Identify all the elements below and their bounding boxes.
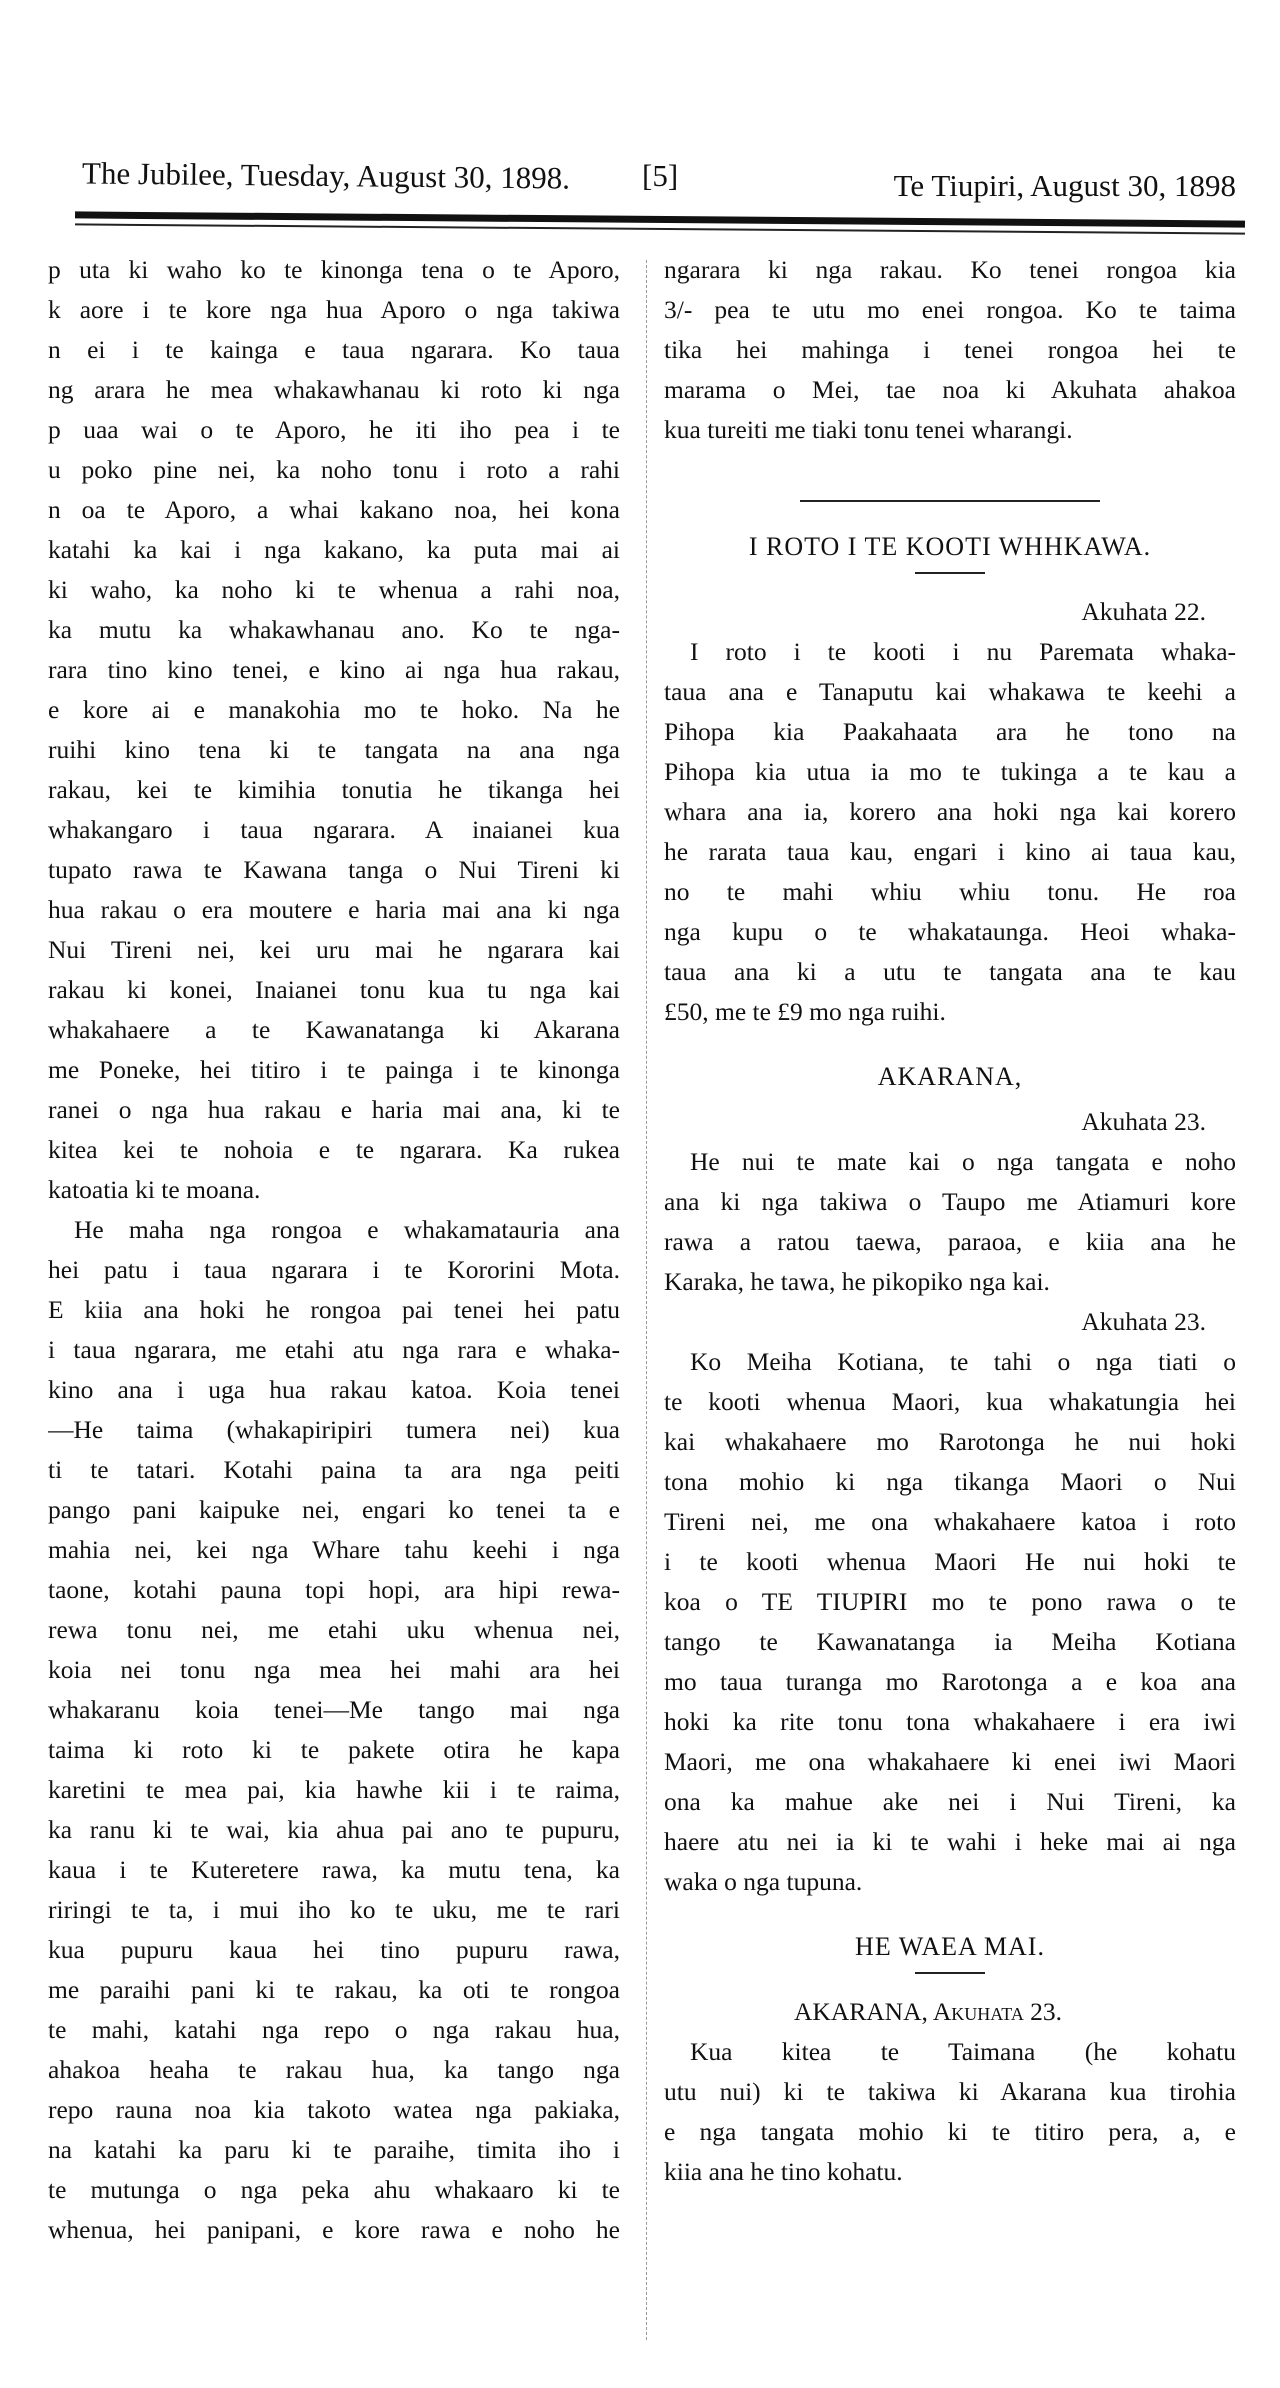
- text-line: hei patu i taua ngarara i te Kororini Mota.: [48, 1255, 620, 1284]
- text-line: kua tureiti me tiaki tonu tenei wharangi.: [664, 415, 1073, 444]
- text-line: ranei o nga hua rakau e haria mai ana, ki te: [48, 1095, 620, 1124]
- text-line: repo rauna noa kia takoto watea nga pakiaka,: [48, 2095, 620, 2124]
- text-line: tupato rawa te Kawana tanga o Nui Tireni ki: [48, 855, 620, 884]
- header-english-title: The Jubilee, Tuesday, August 30, 1898.: [81, 155, 571, 196]
- text-line: rakau, kei te kimihia tonutia he tikanga hei: [48, 775, 620, 804]
- text-line: na katahi ka paru ki te paraihe, timita iho i: [48, 2135, 620, 2164]
- text-line: p uaa wai o te Aporo, he iti iho pea i te: [48, 415, 620, 444]
- text-line: rewa tonu nei, me etahi uku whenua nei,: [48, 1615, 620, 1644]
- text-line: 3/- pea te utu mo enei rongoa. Ko te taima: [664, 295, 1236, 324]
- text-line: riringi te ta, i mui iho ko te uku, me te rari: [48, 1895, 620, 1924]
- text-line: rara tino kino tenei, e kino ai nga hua rakau,: [48, 655, 620, 684]
- text-line: katoatia ki te moana.: [48, 1175, 261, 1204]
- text-line: Kua kitea te Taimana (he kohatu: [690, 2037, 1236, 2066]
- section-heading: I ROTO I TE KOOTI WHHKAWA.: [748, 532, 1152, 561]
- text-line: ki waho, ka noho ki te whenua a rahi noa,: [48, 575, 620, 604]
- text-line: mahia nei, kei nga Whare tahu keehi i nga: [48, 1535, 620, 1564]
- text-line: waka o nga tupuna.: [664, 1867, 863, 1896]
- text-line: taone, kotahi pauna topi hopi, ara hipi rewa-: [48, 1575, 620, 1604]
- page-number: [5]: [642, 158, 679, 193]
- text-line: e nga tangata mohio ki te titiro pera, a, e: [664, 2117, 1236, 2146]
- text-line: Karaka, he tawa, he pikopiko nga kai.: [664, 1267, 1050, 1296]
- text-line: AKARANA, Akuhata 23.: [794, 1997, 1063, 2026]
- text-line: tika hei mahinga i tenei rongoa hei te: [664, 335, 1236, 364]
- text-line: tango te Kawanatanga ia Meiha Kotiana: [664, 1627, 1236, 1656]
- text-line: whakahaere a te Kawanatanga ki Akarana: [48, 1015, 620, 1044]
- text-line: pango pani kaipuke nei, engari ko tenei ta e: [48, 1495, 620, 1524]
- text-line: nga kupu o te whakataunga. Heoi whaka-: [664, 917, 1236, 946]
- article-paragraph: [664, 250, 1236, 450]
- text-line: ahakoa heaha te rakau hua, ka tango nga: [48, 2055, 620, 2084]
- article-paragraph: [664, 1342, 1236, 1902]
- dateline: Akuhata 23.: [1081, 1107, 1206, 1136]
- text-line: koa o TE TIUPIRI mo te pono rawa o te: [664, 1587, 1236, 1616]
- text-line: i taua ngarara, me etahi atu nga rara e whaka-: [48, 1335, 620, 1364]
- text-line: ruihi kino tena ki te tangata na ana nga: [48, 735, 620, 764]
- text-line: whakaranu koia tenei—Me tango mai nga: [48, 1695, 620, 1724]
- text-line: E kiia ana hoki he rongoa pai tenei hei patu: [48, 1295, 620, 1324]
- dateline: Akuhata 22.: [1081, 597, 1206, 626]
- text-line: Maori, me ona whakahaere ki enei iwi Maori: [664, 1747, 1236, 1776]
- dateline: Akuhata 23.: [1081, 1307, 1206, 1336]
- article-paragraph: [664, 1142, 1236, 1302]
- text-line: utu nui) ki te takiwa ki Akarana kua tirohia: [664, 2077, 1236, 2106]
- text-line: n ei i te kainga e taua ngarara. Ko taua: [48, 335, 620, 364]
- text-line: haere atu nei ia ki te wahi i heke mai ai nga: [664, 1827, 1236, 1856]
- section-rule: [800, 500, 1100, 502]
- text-line: i te kooti whenua Maori He nui hoki te: [664, 1547, 1236, 1576]
- text-line: £50, me te £9 mo nga ruihi.: [664, 997, 946, 1026]
- text-line: kaua i te Kuteretere rawa, ka mutu tena, ka: [48, 1855, 620, 1884]
- article-paragraph: [664, 1992, 1236, 2192]
- text-line: e kore ai e manakohia mo te hoko. Na he: [48, 695, 620, 724]
- text-line: Pihopa kia Paakahaata ara he tono na: [664, 717, 1236, 746]
- text-line: ngarara ki nga rakau. Ko tenei rongoa kia: [664, 255, 1236, 284]
- section-rule: [915, 1972, 985, 1974]
- text-line: ti te tatari. Kotahi paina ta ara nga peiti: [48, 1455, 620, 1484]
- text-line: ka ranu ki te wai, kia ahua pai ano te pupuru,: [48, 1815, 620, 1844]
- text-line: —He taima (whakapiripiri tumera nei) kua: [48, 1415, 620, 1444]
- text-line: whenua, hei panipani, e kore rawa e noho he: [48, 2215, 620, 2244]
- text-line: kino ana i uga hua rakau katoa. Koia tenei: [48, 1375, 620, 1404]
- text-line: ka mutu ka whakawhanau ano. Ko te nga-: [48, 615, 620, 644]
- text-line: mo taua turanga mo Rarotonga a e koa ana: [664, 1667, 1236, 1696]
- text-line: Ko Meiha Kotiana, te tahi o nga tiati o: [690, 1347, 1236, 1376]
- text-line: kua pupuru kaua hei tino pupuru rawa,: [48, 1935, 620, 1964]
- text-line: kiia ana he tino kohatu.: [664, 2157, 903, 2186]
- text-line: marama o Mei, tae noa ki Akuhata ahakoa: [664, 375, 1236, 404]
- text-line: ona ka mahue ake nei i Nui Tireni, ka: [664, 1787, 1236, 1816]
- text-line: ng arara he mea whakawhanau ki roto ki nga: [48, 375, 620, 404]
- text-line: p uta ki waho ko te kinonga tena o te Aporo,: [48, 255, 620, 284]
- text-line: rawa a ratou taewa, paraoa, e kiia ana he: [664, 1227, 1236, 1256]
- text-line: kitea kei te nohoia e te ngarara. Ka rukea: [48, 1135, 620, 1164]
- text-line: te mutunga o nga peka ahu whakaaro ki te: [48, 2175, 620, 2204]
- article-paragraph: [664, 632, 1236, 1032]
- text-line: koia nei tonu nga mea hei mahi ara hei: [48, 1655, 620, 1684]
- text-line: I roto i te kooti i nu Paremata whaka-: [690, 637, 1236, 666]
- column-right: [664, 250, 1236, 2192]
- text-line: te kooti whenua Maori, kua whakatungia hei: [664, 1387, 1236, 1416]
- text-line: karetini te mea pai, kia hawhe kii i te raima,: [48, 1775, 620, 1804]
- text-line: tona mohio ki nga tikanga Maori o Nui: [664, 1467, 1236, 1496]
- header-maori-title: Te Tiupiri, August 30, 1898: [893, 168, 1236, 203]
- text-line: He nui te mate kai o nga tangata e noho: [690, 1147, 1236, 1176]
- text-line: me paraihi pani ki te rakau, ka oti te rongoa: [48, 1975, 620, 2004]
- text-line: whara ana ia, korero ana hoki nga kai korero: [664, 797, 1236, 826]
- text-line: he rarata taua kau, engari i kino ai taua kau,: [664, 837, 1236, 866]
- text-line: hua rakau o era moutere e haria mai ana ki nga: [48, 895, 620, 924]
- text-line: taua ana e Tanaputu kai whakawa te keehi a: [664, 677, 1236, 706]
- text-line: katahi ka kai i nga kakano, ka puta mai ai: [48, 535, 620, 564]
- text-line: kai whakahaere mo Rarotonga he nui hoki: [664, 1427, 1236, 1456]
- section-heading: AKARANA,: [877, 1062, 1023, 1091]
- text-line: n oa te Aporo, a whai kakano noa, hei kona: [48, 495, 620, 524]
- text-line: k aore i te kore nga hua Aporo o nga takiwa: [48, 295, 620, 324]
- text-line: taua ana ki a utu te tangata ana te kau: [664, 957, 1236, 986]
- section-rule: [915, 572, 985, 574]
- text-line: no te mahi whiu whiu tonu. He roa: [664, 877, 1236, 906]
- text-line: me Poneke, hei titiro i te painga i te kinonga: [48, 1055, 620, 1084]
- text-line: u poko pine nei, ka noho tonu i roto a rahi: [48, 455, 620, 484]
- text-line: hoki ka rite tonu tona whakahaere i era iwi: [664, 1707, 1236, 1736]
- article-paragraph: [48, 1210, 620, 2250]
- section-heading: HE WAEA MAI.: [855, 1932, 1045, 1961]
- text-line: He maha nga rongoa e whakamatauria ana: [74, 1215, 620, 1244]
- text-line: Pihopa kia utua ia mo te tukinga a te kau a: [664, 757, 1236, 786]
- text-line: te mahi, katahi nga repo o nga rakau hua,: [48, 2015, 620, 2044]
- text-line: ana ki nga takiwa o Taupo me Atiamuri kore: [664, 1187, 1236, 1216]
- text-line: Tireni nei, me ona whakahaere katoa i roto: [664, 1507, 1236, 1536]
- text-line: Nui Tireni nei, kei uru mai he ngarara kai: [48, 935, 620, 964]
- text-line: whakangaro i taua ngarara. A inaianei kua: [48, 815, 620, 844]
- article-paragraph: [48, 250, 620, 1210]
- text-line: taima ki roto ki te pakete otira he kapa: [48, 1735, 620, 1764]
- column-left: [48, 250, 620, 2250]
- column-divider: [646, 260, 647, 2340]
- text-line: rakau ki konei, Inaianei tonu kua tu nga kai: [48, 975, 620, 1004]
